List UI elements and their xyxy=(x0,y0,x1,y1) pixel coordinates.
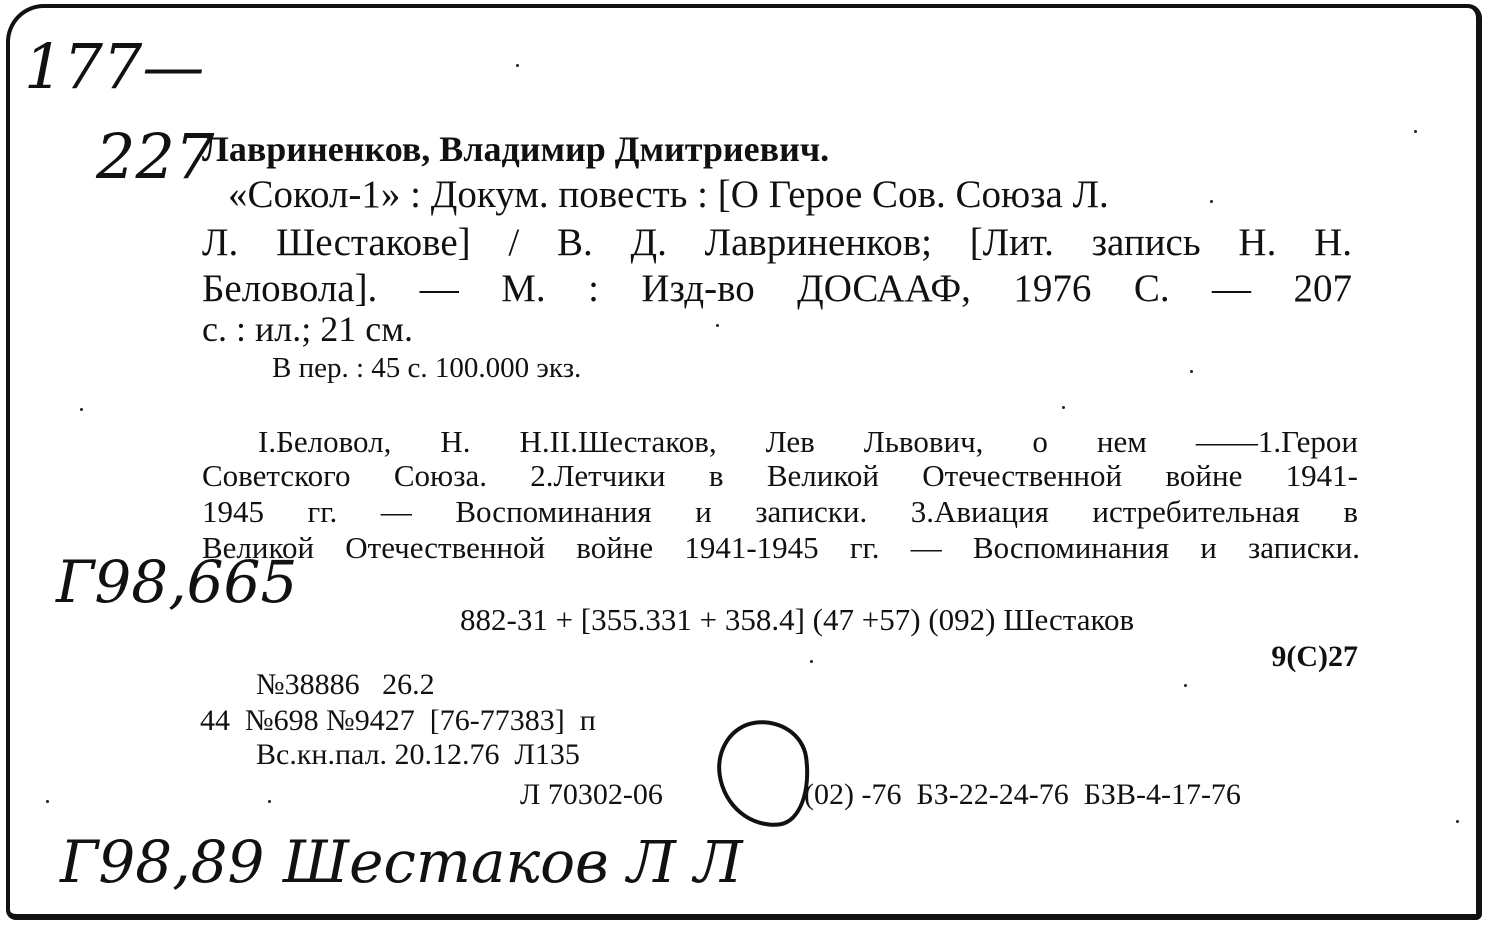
scan-speck xyxy=(80,408,83,411)
entry-heading: Лавриненков, Владимир Дмитриевич. xyxy=(202,129,830,169)
scan-speck xyxy=(1184,684,1187,687)
handwritten-call-number: 227 xyxy=(96,120,215,193)
title-line: с. : ил.; 21 см. xyxy=(202,309,413,349)
scan-speck xyxy=(1456,820,1459,823)
imprint-line: 44 №698 №9427 [76-77383] п xyxy=(200,704,596,737)
udc-classification: 882-31 + [355.331 + 358.4] (47 +57) (092) Шестаков xyxy=(460,602,1135,637)
scan-speck xyxy=(1210,200,1213,203)
bbk-classification: 9(С)27 xyxy=(1271,640,1358,673)
tracing-line: Советского Союза. 2.Летчики в Великой Отечественной войне 1941- xyxy=(202,458,1358,493)
scan-speck xyxy=(516,64,519,67)
scan-speck xyxy=(716,324,719,327)
scan-speck xyxy=(46,800,49,803)
scan-speck xyxy=(268,800,271,803)
imprint-line: Л 70302-06 xyxy=(520,778,663,811)
scan-speck xyxy=(1062,406,1065,409)
title-line: Л. Шестакове] / В. Д. Лавриненков; [Лит. запись Н. Н. xyxy=(202,221,1352,264)
tracing-line: Великой Отечественной войне 1941-1945 гг. — Воспоминания и записки. xyxy=(202,530,1360,565)
title-line: «Сокол-1» : Докум. повесть : [О Герое Сов. Союза Л. xyxy=(228,173,1109,216)
handwritten-subject-mark: Г98,665 xyxy=(56,548,298,616)
imprint-line: Вс.кн.пал. 20.12.76 Л135 xyxy=(256,738,580,771)
scan-speck xyxy=(1414,130,1417,133)
tracing-line: I.Беловол, Н. Н.II.Шестаков, Лев Львович, о нем ——1.Герои xyxy=(258,424,1358,459)
scan-speck xyxy=(1190,370,1193,373)
title-line: Беловола]. — М. : Изд-во ДОСААФ, 1976 С. — 207 xyxy=(202,267,1352,310)
imprint-line: №38886 26.2 xyxy=(256,668,435,701)
scan-speck xyxy=(810,660,813,663)
tracing-line: 1945 гг. — Воспоминания и записки. 3.Авиация истребительная в xyxy=(202,494,1358,529)
imprint-line: (02) -76 БЗ-22-24-76 БЗВ-4-17-76 xyxy=(804,778,1241,811)
price-and-print-run: В пер. : 45 с. 100.000 экз. xyxy=(272,352,582,384)
handwritten-top-number: 177— xyxy=(24,30,205,103)
handwritten-bottom-note: Г98,89 Шестаков Л Л xyxy=(60,828,743,896)
